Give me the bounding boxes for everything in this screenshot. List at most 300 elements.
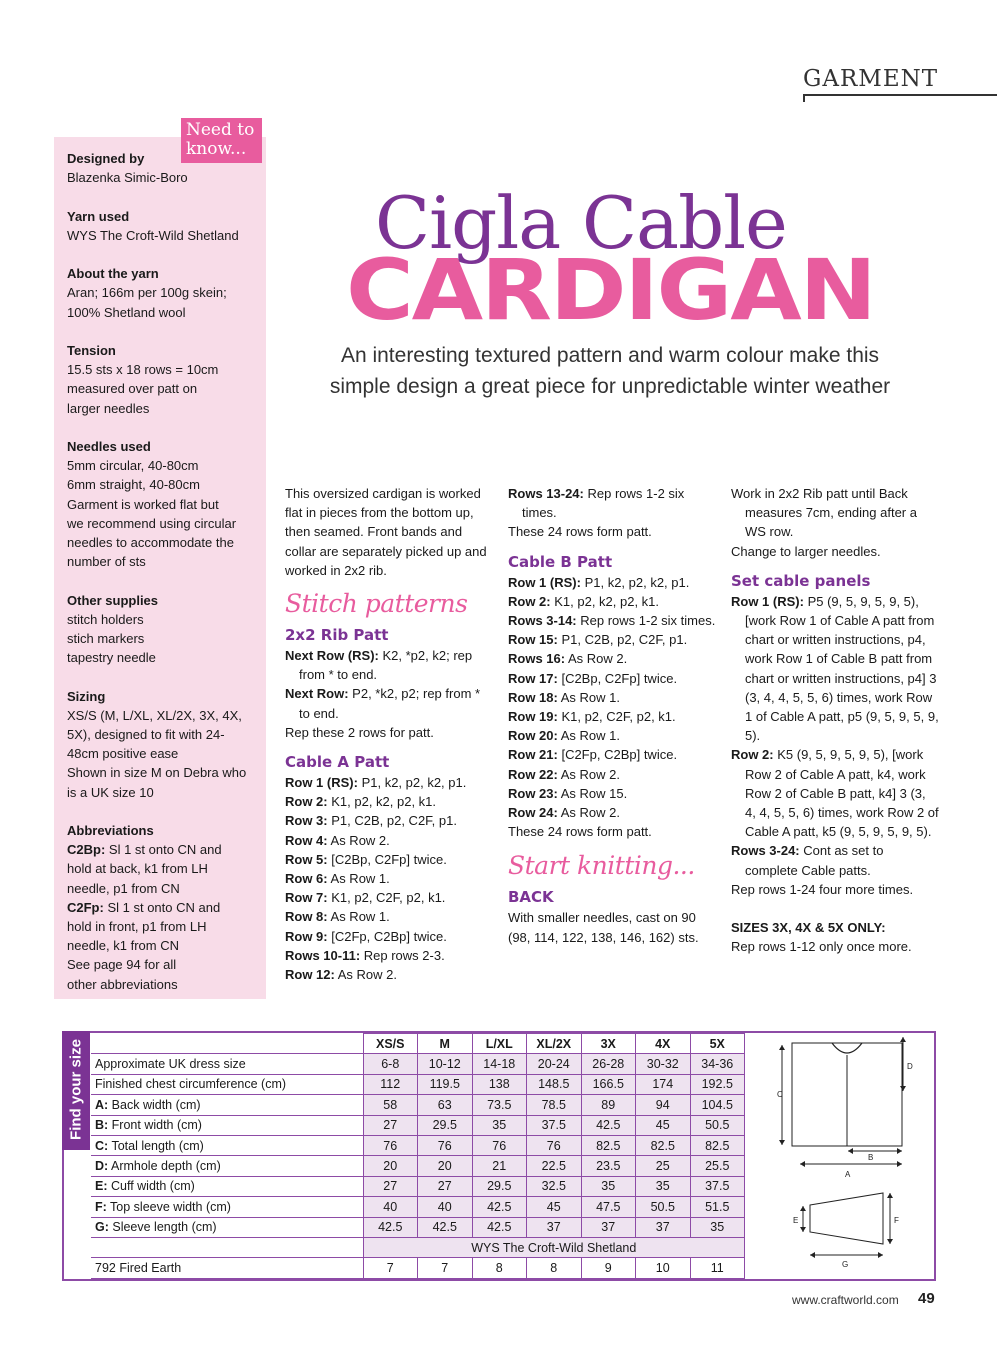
measure-letter: F: (95, 1199, 107, 1214)
row-text: P2, *k2, p2; rep from * to end. (299, 686, 481, 721)
row-label: Row 19: (508, 709, 558, 725)
size-row (91, 1217, 745, 1237)
column-3 (731, 484, 939, 956)
skein-count-cell: 7 (363, 1258, 418, 1278)
row-text: P1, C2B, p2, C2F, p1. (327, 813, 457, 829)
row-label: Row 5: (285, 851, 328, 867)
size-header-row (91, 1034, 745, 1054)
row-text: As Row 2. (565, 651, 628, 667)
sidebar-line: measured over patt on (67, 381, 198, 397)
size-cell: 82.5 (636, 1135, 691, 1155)
size-cell: 166.5 (581, 1074, 636, 1094)
size-cell: 25 (636, 1156, 691, 1176)
sizes-heading: SIZES 3X, 4X & 5X ONLY: (731, 920, 886, 936)
row-text: K1, p2, C2F, p2, k1. (557, 709, 676, 725)
size-row-label (91, 1176, 363, 1196)
size-cell: 42.5 (472, 1217, 527, 1237)
size-header-cell: 4X (636, 1034, 691, 1054)
row-label: Row 12: (285, 967, 335, 983)
footer-url: www.craftworld.com (792, 1293, 899, 1307)
size-row-label (91, 1156, 363, 1176)
sidebar-heading: Abbreviations (67, 823, 154, 838)
size-table (91, 1033, 745, 1279)
row-text: These 24 rows form patt. (508, 524, 652, 540)
garment-diagram (760, 1033, 930, 1273)
size-header-cell: L/XL (472, 1034, 527, 1054)
abbreviation-term: C2Bp: (67, 842, 106, 858)
pattern-row (285, 723, 493, 742)
find-your-size-label: Find your size (67, 1039, 85, 1140)
size-cell: 89 (581, 1095, 636, 1115)
skein-count-cell: 9 (581, 1258, 636, 1278)
abbreviation-line (67, 975, 253, 994)
size-row (91, 1156, 745, 1176)
pattern-row (508, 611, 716, 630)
arrowhead (897, 1161, 902, 1167)
abbreviation-text: hold at back, k1 from LH (67, 861, 208, 877)
size-cell: 138 (472, 1074, 527, 1094)
row-label: Row 22: (508, 766, 558, 782)
stitch-patterns-heading: Stitch patterns (285, 589, 468, 619)
row-text: P5 (9, 5, 9, 5, 9, 5), [work Row 1 of Cable A patt from chart or written instructions, p4, work Row 1 of Cable B patt from chart or written instructions, p4] 3 (3, 4, 4, 5, 5, 6) times, work Row 1 of Cable A patt, p5 (9, 5, 9, 5, 9, 5). (745, 593, 939, 744)
abbreviation-term: C2Fp: (67, 899, 104, 915)
row-label: Row 23: (508, 785, 558, 801)
sidebar-block (67, 591, 253, 668)
row-text: P1, k2, p2, k2, p1. (580, 574, 690, 590)
size-cell: 37 (636, 1217, 691, 1237)
size-cell: 42.5 (581, 1115, 636, 1135)
abbreviation-text: needle, k1 from CN (67, 938, 179, 954)
sidebar-block (67, 341, 253, 418)
measure-name: Top sleeve width (cm) (106, 1199, 231, 1214)
sidebar-line: XS/S (M, L/XL, XL/2X, 3X, 4X, (67, 707, 242, 723)
row-text: [C2Bp, C2Fp] twice. (327, 851, 447, 867)
page-number: 49 (918, 1290, 935, 1307)
measure-letter: A: (95, 1097, 109, 1112)
sidebar-line: needles to accommodate the (67, 535, 234, 550)
sidebar-line: Garment is worked flat but (67, 496, 219, 512)
diagram-label-f: F (894, 1216, 899, 1225)
arrowhead (887, 1193, 893, 1198)
pattern-row (285, 850, 493, 869)
pattern-row (508, 707, 716, 726)
row-label: Next Row: (285, 686, 349, 702)
row-text: As Row 1. (327, 871, 390, 887)
skein-count-cell: 8 (527, 1258, 582, 1278)
size-cell: 40 (418, 1197, 473, 1217)
row-text: As Row 1. (327, 909, 390, 925)
size-cell: 21 (472, 1156, 527, 1176)
size-row (91, 1054, 745, 1074)
row-text: Rep these 2 rows for patt. (285, 724, 434, 740)
sidebar-block (67, 687, 253, 802)
row-label: Next Row (RS): (285, 648, 379, 664)
size-cell: 20-24 (527, 1054, 582, 1074)
measure-name: Finished chest circumference (cm) (95, 1077, 287, 1092)
panel-rows (731, 592, 939, 899)
measure-name: Cuff width (cm) (107, 1179, 195, 1194)
rib-rows (285, 646, 493, 742)
rib-patt-heading: 2x2 Rib Patt (285, 626, 389, 645)
sidebar-line: 48cm positive ease (67, 746, 179, 762)
row-label: Row 3: (285, 813, 328, 829)
row-label: Rows 3-24: (731, 843, 800, 859)
sidebar-line: 15.5 sts x 18 rows = 10cm (67, 362, 219, 378)
row-text: [C2Fp, C2Bp] twice. (557, 747, 678, 763)
size-cell: 104.5 (690, 1095, 745, 1115)
section-label: GARMENT (803, 66, 997, 96)
size-row (91, 1197, 745, 1217)
skein-count-cell: 11 (690, 1258, 745, 1278)
title-line-2: CARDIGAN (346, 241, 875, 339)
cable-a-continued (508, 484, 716, 542)
pattern-row (731, 841, 939, 879)
find-your-size-tab (62, 1031, 90, 1150)
size-header-cell: XL/2X (527, 1034, 582, 1054)
abbreviation-line (67, 840, 253, 859)
neckline (832, 1043, 862, 1053)
sidebar-line: 5X), designed to fit with 24- (67, 727, 225, 742)
pattern-row (731, 484, 939, 542)
size-cell: 37.5 (527, 1115, 582, 1135)
diagram-label-e: E (793, 1216, 799, 1225)
sidebar-line: number of sts (67, 554, 146, 570)
intro-paragraph: This oversized cardigan is worked flat in pieces from the bottom up, then seamed. Front bands and collar are separately picked up and worked in 2x2 rib. (285, 486, 487, 578)
sidebar-block (67, 207, 253, 245)
start-knitting-heading: Start knitting... (508, 851, 695, 881)
sidebar-line: 5mm circular, 40-80cm (67, 458, 199, 474)
cable-a-rows (285, 773, 493, 984)
size-cell: 37.5 (690, 1176, 745, 1196)
row-text: As Row 2. (327, 832, 390, 848)
arrowhead (848, 1148, 853, 1154)
measure-name: Sleeve length (cm) (108, 1220, 217, 1235)
row-text: As Row 1. (557, 728, 620, 744)
diagram-label-d: D (907, 1062, 913, 1071)
row-label: Row 2: (731, 747, 774, 763)
measure-letter: B: (95, 1118, 109, 1133)
row-text: [C2Fp, C2Bp] twice. (327, 928, 447, 944)
size-cell: 47.5 (581, 1197, 636, 1217)
row-label: Rows 13-24: (508, 486, 584, 501)
abbreviation-line (67, 917, 253, 936)
arrowhead (779, 1140, 785, 1145)
size-cell: 51.5 (690, 1197, 745, 1217)
row-text: K2, *p2, k2; rep from * to end. (299, 648, 473, 683)
diagram-label-g: G (842, 1260, 849, 1269)
diagram-label-c: C (777, 1090, 783, 1099)
measure-name: Armhole depth (cm) (108, 1159, 221, 1174)
row-text: As Row 15. (557, 785, 628, 801)
sidebar-line: stich markers (67, 631, 145, 646)
sidebar-line: is a UK size 10 (67, 784, 154, 800)
pattern-row (285, 646, 493, 684)
sidebar-line: stitch holders (67, 611, 144, 627)
size-cell: 119.5 (418, 1074, 473, 1094)
arrowhead (800, 1206, 806, 1211)
row-text: P1, C2B, p2, C2F, p1. (557, 632, 688, 648)
sidebar-line: 100% Shetland wool (67, 304, 186, 320)
size-cell: 27 (418, 1176, 473, 1196)
yarn-row-blank (91, 1237, 363, 1257)
size-cell: 63 (418, 1095, 473, 1115)
pattern-row (731, 592, 939, 746)
size-cell: 76 (527, 1135, 582, 1155)
size-header-cell: 3X (581, 1034, 636, 1054)
row-text: K5 (9, 5, 9, 5, 9, 5), [work Row 2 of Cable A patt, k4, work Row 2 of Cable B patt, k4] 3 (3, 4, 4, 5, 5, 6) times, work Row 2 of Cable A patt, k5 (9, 5, 9, 5, 9, 5). (745, 747, 939, 840)
abbreviation-text: needle, p1 from CN (67, 880, 180, 896)
size-cell: 29.5 (418, 1115, 473, 1135)
row-text: P1, k2, p2, k2, p1. (357, 775, 467, 791)
size-cell: 78.5 (527, 1095, 582, 1115)
row-label: Row 8: (285, 909, 328, 925)
sleeve-outline (810, 1193, 883, 1244)
sidebar-line: we recommend using circular (67, 515, 237, 531)
abbreviation-line (67, 955, 253, 974)
size-row (91, 1095, 745, 1115)
sidebar-heading: Other supplies (67, 592, 159, 608)
pattern-row (285, 869, 493, 888)
row-text: As Row 1. (557, 689, 620, 705)
size-cell: 25.5 (690, 1156, 745, 1176)
size-cell: 45 (636, 1115, 691, 1135)
row-text: These 24 rows form patt. (508, 824, 652, 840)
row-text: As Row 2. (334, 967, 397, 983)
size-cell: 73.5 (472, 1095, 527, 1115)
size-cell: 35 (581, 1176, 636, 1196)
size-cell: 35 (636, 1176, 691, 1196)
row-text: Rep rows 1-2 six times. (522, 486, 685, 521)
row-text: K1, p2, k2, p2, k1. (327, 794, 437, 810)
back-heading: BACK (508, 888, 554, 907)
row-label: Row 2: (285, 794, 328, 810)
row-label: Row 4: (285, 832, 328, 848)
need-to-know-line: know... (186, 139, 247, 159)
row-label: Row 6: (285, 871, 328, 887)
row-label: Row 1 (RS): (731, 593, 804, 609)
row-label: Rows 10-11: (285, 947, 361, 963)
measure-letter: D: (95, 1159, 109, 1174)
arrowhead (897, 1148, 902, 1154)
size-cell: 50.5 (636, 1197, 691, 1217)
abbreviation-text: See page 94 for all (67, 957, 177, 973)
pattern-row (285, 927, 493, 946)
row-text: Work in 2x2 Rib patt until Back measures 7cm, ending after a WS row. (731, 486, 917, 540)
size-row (91, 1074, 745, 1094)
size-cell: 76 (472, 1135, 527, 1155)
row-text: Rep rows 1-2 six times. (576, 613, 716, 629)
size-cell: 37 (527, 1217, 582, 1237)
size-row (91, 1135, 745, 1155)
size-cell: 20 (418, 1156, 473, 1176)
skein-count-cell: 8 (472, 1258, 527, 1278)
pattern-row (508, 522, 716, 541)
arrowhead (810, 1252, 815, 1258)
size-cell: 42.5 (363, 1217, 418, 1237)
abbreviation-text: Sl 1 st onto CN and (103, 899, 221, 915)
subtitle-line: An interesting textured pattern and warm colour make this (340, 344, 880, 367)
pattern-row (508, 765, 716, 784)
yarn-row (91, 1237, 745, 1257)
cable-a-heading: Cable A Patt (285, 753, 390, 772)
pattern-row (508, 803, 716, 822)
row-text: Rep rows 1-24 four more times. (731, 881, 914, 897)
pattern-row (731, 745, 939, 841)
size-cell: 148.5 (527, 1074, 582, 1094)
yarn-name-cell: WYS The Croft-Wild Shetland (363, 1237, 745, 1257)
sidebar-line: Shown in size M on Debra who (67, 765, 247, 781)
row-label: Row 21: (508, 747, 558, 763)
row-text: As Row 2. (557, 805, 620, 821)
title-line-1: Cigla Cable (375, 181, 787, 265)
sidebar-line: larger needles (67, 400, 150, 416)
size-cell: 27 (363, 1115, 418, 1135)
abbreviation-line (67, 859, 253, 878)
measure-letter: C: (95, 1138, 109, 1153)
size-cell: 29.5 (472, 1176, 527, 1196)
size-cell: 112 (363, 1074, 418, 1094)
measure-name: Front width (cm) (108, 1118, 202, 1133)
pattern-row (508, 726, 716, 745)
need-to-know-line: Need to (186, 120, 255, 140)
size-cell: 26-28 (581, 1054, 636, 1074)
row-label: Row 18: (508, 689, 558, 705)
size-cell: 76 (418, 1135, 473, 1155)
sidebar-line: WYS The Croft-Wild Shetland (67, 227, 239, 243)
size-cell: 27 (363, 1176, 418, 1196)
row-text: Rep rows 2-3. (360, 947, 445, 963)
pattern-row (285, 773, 493, 792)
pattern-row (285, 811, 493, 830)
size-header-cell: XS/S (363, 1034, 418, 1054)
sidebar-line: 6mm straight, 40-80cm (67, 477, 200, 493)
row-text: Cont as set to complete Cable patts. (745, 843, 884, 878)
pattern-row (508, 630, 716, 649)
row-label: Row 15: (508, 632, 558, 648)
arrowhead (800, 1161, 805, 1167)
set-cable-panels-heading: Set cable panels (731, 571, 871, 590)
size-cell: 34-36 (690, 1054, 745, 1074)
sidebar-heading: About the yarn (67, 266, 159, 282)
size-cell: 192.5 (690, 1074, 745, 1094)
subtitle (310, 340, 910, 402)
size-cell: 45 (527, 1197, 582, 1217)
size-cell: 174 (636, 1074, 691, 1094)
size-row-label (91, 1115, 363, 1135)
size-cell: 22.5 (527, 1156, 582, 1176)
sidebar-heading: Needles used (67, 438, 151, 454)
pattern-row (285, 888, 493, 907)
row-label: Row 20: (508, 728, 558, 744)
pattern-row (508, 784, 716, 803)
row-label: Rows 3-14: (508, 613, 577, 629)
arrowhead (779, 1045, 785, 1050)
pattern-row (285, 965, 493, 984)
abbreviation-text: hold in front, p1 from LH (67, 919, 207, 935)
arrowhead (900, 1086, 906, 1091)
pattern-row (508, 592, 716, 611)
sidebar-heading: Designed by (67, 151, 145, 166)
abbreviation-text: Sl 1 st onto CN and (105, 842, 222, 858)
sidebar-heading: Yarn used (67, 208, 130, 224)
sizes-text: Rep rows 1-12 only once more. (731, 939, 912, 955)
measure-name: Total length (cm) (108, 1138, 204, 1153)
size-cell: 32.5 (527, 1176, 582, 1196)
pattern-row (285, 946, 493, 965)
pattern-row (508, 822, 716, 841)
pattern-row (285, 907, 493, 926)
size-cell: 82.5 (690, 1135, 745, 1155)
size-cell: 37 (581, 1217, 636, 1237)
arrowhead (900, 1037, 906, 1042)
diagram-label-b: B (868, 1153, 874, 1162)
size-row-label (91, 1135, 363, 1155)
column-1 (285, 484, 493, 984)
row-text: K1, p2, k2, p2, k1. (550, 593, 660, 609)
sidebar-block (67, 437, 253, 571)
size-cell: 10-12 (418, 1054, 473, 1074)
size-row-label (91, 1054, 363, 1074)
row-label: Row 1 (RS): (508, 574, 581, 590)
diagram-label-a: A (845, 1170, 851, 1179)
pattern-row (285, 792, 493, 811)
row-text: As Row 2. (557, 766, 620, 782)
row-text: [C2Bp, C2Fp] twice. (557, 670, 678, 686)
sidebar-block (67, 264, 253, 322)
colour-label: 792 Fired Earth (91, 1258, 363, 1278)
size-row (91, 1115, 745, 1135)
row-label: Row 9: (285, 928, 328, 944)
size-cell: 42.5 (418, 1217, 473, 1237)
size-cell: 82.5 (581, 1135, 636, 1155)
size-cell: 23.5 (581, 1156, 636, 1176)
size-cell: 40 (363, 1197, 418, 1217)
sidebar-line: Blazenka Simic-Boro (67, 170, 188, 186)
size-cell: 20 (363, 1156, 418, 1176)
row-text: K1, p2, C2F, p2, k1. (327, 890, 446, 906)
size-header-cell: M (418, 1034, 473, 1054)
size-cell: 14-18 (472, 1054, 527, 1074)
size-row (91, 1176, 745, 1196)
column-2 (508, 484, 716, 947)
row-label: Row 2: (508, 593, 551, 609)
skein-count-cell: 7 (418, 1258, 473, 1278)
sidebar-line: tapestry needle (67, 650, 156, 666)
size-cell: 35 (690, 1217, 745, 1237)
row-label: Row 1 (RS): (285, 775, 358, 791)
row-label: Row 7: (285, 890, 328, 906)
measure-name: Back width (cm) (108, 1097, 201, 1112)
pattern-row (731, 542, 939, 561)
sidebar-line: Aran; 166m per 100g skein; (67, 285, 227, 301)
pattern-row (731, 880, 939, 899)
size-row-label (91, 1217, 363, 1237)
need-to-know-sidebar (54, 137, 266, 999)
colour-row (91, 1258, 745, 1278)
size-header-cell: 5X (690, 1034, 745, 1054)
row-label: Row 24: (508, 805, 558, 821)
arrowhead (800, 1227, 806, 1232)
size-cell: 94 (636, 1095, 691, 1115)
pattern-row (508, 484, 716, 522)
cable-b-heading: Cable B Patt (508, 552, 613, 571)
abbreviation-text: other abbreviations (67, 976, 178, 992)
row-label: Row 17: (508, 670, 558, 686)
need-to-know-tag (181, 118, 262, 163)
row-label: Rows 16: (508, 651, 566, 667)
sidebar-heading: Tension (67, 342, 116, 358)
size-cell: 6-8 (363, 1054, 418, 1074)
